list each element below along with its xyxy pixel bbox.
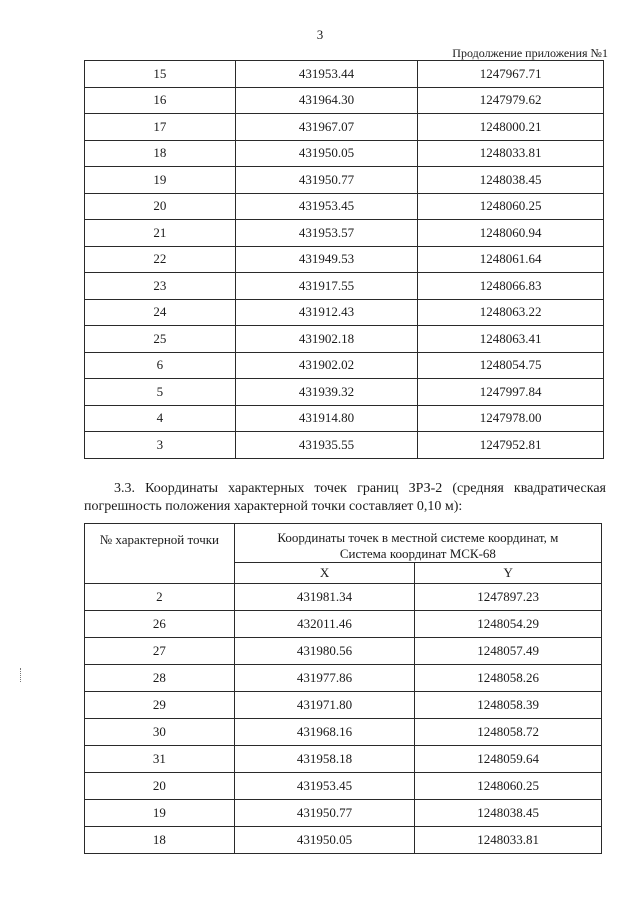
coordinates-header-line1: Координаты точек в местной системе координат, м [277,530,559,545]
table-row [85,746,602,773]
x-coordinate-cell: 431980.56 [234,638,415,665]
x-coordinate-cell: 431953.45 [234,773,415,800]
coordinates-header [234,524,601,563]
point-number-cell: 22 [85,246,236,273]
table-row [85,379,604,406]
point-number-cell: 27 [85,638,235,665]
y-coordinate-cell: 1248033.81 [418,140,604,167]
table-row [85,827,602,854]
point-number-cell: 31 [85,746,235,773]
x-coordinate-cell: 431949.53 [235,246,418,273]
y-coordinate-cell: 1248054.75 [418,352,604,379]
x-coordinate-cell: 431939.32 [235,379,418,406]
x-coordinate-cell: 431958.18 [234,746,415,773]
table-row [85,665,602,692]
point-number-cell: 17 [85,114,236,141]
point-number-cell: 3 [85,432,236,459]
point-number-cell: 28 [85,665,235,692]
x-coordinate-cell: 431950.77 [234,800,415,827]
coordinates-table-continued-body [85,61,604,459]
x-coordinate-cell: 431953.44 [235,61,418,88]
page-number: 3 [316,27,324,42]
table-row [85,246,604,273]
point-number-cell: 4 [85,405,236,432]
table-row [85,326,604,353]
section-3-3-paragraph: 3.3. Координаты характерных точек границ ЗРЗ-2 (средняя квадратическая погрешность положения характерной точки составляет 0,10 м): [84,481,606,514]
y-coordinate-cell: 1248060.94 [418,220,604,247]
table-row [85,114,604,141]
y-coordinate-cell: 1248038.45 [418,167,604,194]
x-coordinate-cell: 431953.57 [235,220,418,247]
y-coordinate-cell: 1248058.72 [415,719,602,746]
point-number-header: № характерной точки [85,524,235,584]
y-coordinate-cell: 1248057.49 [415,638,602,665]
point-number-cell: 21 [85,220,236,247]
x-coordinate-cell: 431968.16 [234,719,415,746]
y-coordinate-cell: 1248061.64 [418,246,604,273]
coordinates-header-line2: Система координат МСК-68 [339,546,496,561]
y-coordinate-cell: 1248038.45 [415,800,602,827]
y-coordinate-cell: 1247979.62 [418,87,604,114]
table-row [85,692,602,719]
x-coordinate-cell: 431950.05 [234,827,415,854]
coordinates-table-continued [84,60,604,459]
table-row [85,193,604,220]
margin-mark [20,668,23,682]
y-header: Y [415,563,602,584]
table-row [85,638,602,665]
point-number-cell: 2 [85,584,235,611]
continuation-note: Продолжение приложения №1 [452,46,608,60]
point-number-cell: 25 [85,326,236,353]
x-coordinate-cell: 431977.86 [234,665,415,692]
x-coordinate-cell: 431967.07 [235,114,418,141]
y-coordinate-cell: 1247967.71 [418,61,604,88]
x-coordinate-cell: 431950.05 [235,140,418,167]
x-coordinate-cell: 431914.80 [235,405,418,432]
point-number-cell: 24 [85,299,236,326]
table-row [85,719,602,746]
y-coordinate-cell: 1248060.25 [418,193,604,220]
point-number-cell: 5 [85,379,236,406]
x-coordinate-cell: 431981.34 [234,584,415,611]
point-number-cell: 20 [85,193,236,220]
point-number-cell: 16 [85,87,236,114]
table-row [85,61,604,88]
x-coordinate-cell: 431902.02 [235,352,418,379]
table-row [85,584,602,611]
x-coordinate-cell: 431971.80 [234,692,415,719]
table-row [85,299,604,326]
table-row [85,140,604,167]
point-number-cell: 20 [85,773,235,800]
table-row [85,773,602,800]
point-number-cell: 30 [85,719,235,746]
y-coordinate-cell: 1247997.84 [418,379,604,406]
y-coordinate-cell: 1248066.83 [418,273,604,300]
point-number-cell: 19 [85,167,236,194]
x-coordinate-cell: 431912.43 [235,299,418,326]
point-number-cell: 26 [85,611,235,638]
table-row [85,611,602,638]
y-coordinate-cell: 1248000.21 [418,114,604,141]
table-row [85,432,604,459]
y-coordinate-cell: 1247897.23 [415,584,602,611]
point-number-cell: 19 [85,800,235,827]
table-row [85,87,604,114]
x-coordinate-cell: 431964.30 [235,87,418,114]
x-coordinate-cell: 432011.46 [234,611,415,638]
point-number-cell: 15 [85,61,236,88]
point-number-cell: 23 [85,273,236,300]
x-coordinate-cell: 431902.18 [235,326,418,353]
table-row [85,800,602,827]
point-number-cell: 6 [85,352,236,379]
y-coordinate-cell: 1247978.00 [418,405,604,432]
table-row [85,405,604,432]
y-coordinate-cell: 1248063.41 [418,326,604,353]
y-coordinate-cell: 1247952.81 [418,432,604,459]
table-row [85,167,604,194]
x-coordinate-cell: 431935.55 [235,432,418,459]
table-row [85,220,604,247]
zrz2-coordinates-table-body [85,584,602,854]
x-coordinate-cell: 431953.45 [235,193,418,220]
y-coordinate-cell: 1248058.26 [415,665,602,692]
table-row [85,273,604,300]
x-header: X [234,563,415,584]
table-row [85,352,604,379]
y-coordinate-cell: 1248054.29 [415,611,602,638]
x-coordinate-cell: 431917.55 [235,273,418,300]
zrz2-coordinates-table [84,523,602,854]
point-number-cell: 18 [85,140,236,167]
y-coordinate-cell: 1248033.81 [415,827,602,854]
y-coordinate-cell: 1248059.64 [415,746,602,773]
x-coordinate-cell: 431950.77 [235,167,418,194]
y-coordinate-cell: 1248058.39 [415,692,602,719]
y-coordinate-cell: 1248060.25 [415,773,602,800]
y-coordinate-cell: 1248063.22 [418,299,604,326]
point-number-cell: 29 [85,692,235,719]
point-number-cell: 18 [85,827,235,854]
